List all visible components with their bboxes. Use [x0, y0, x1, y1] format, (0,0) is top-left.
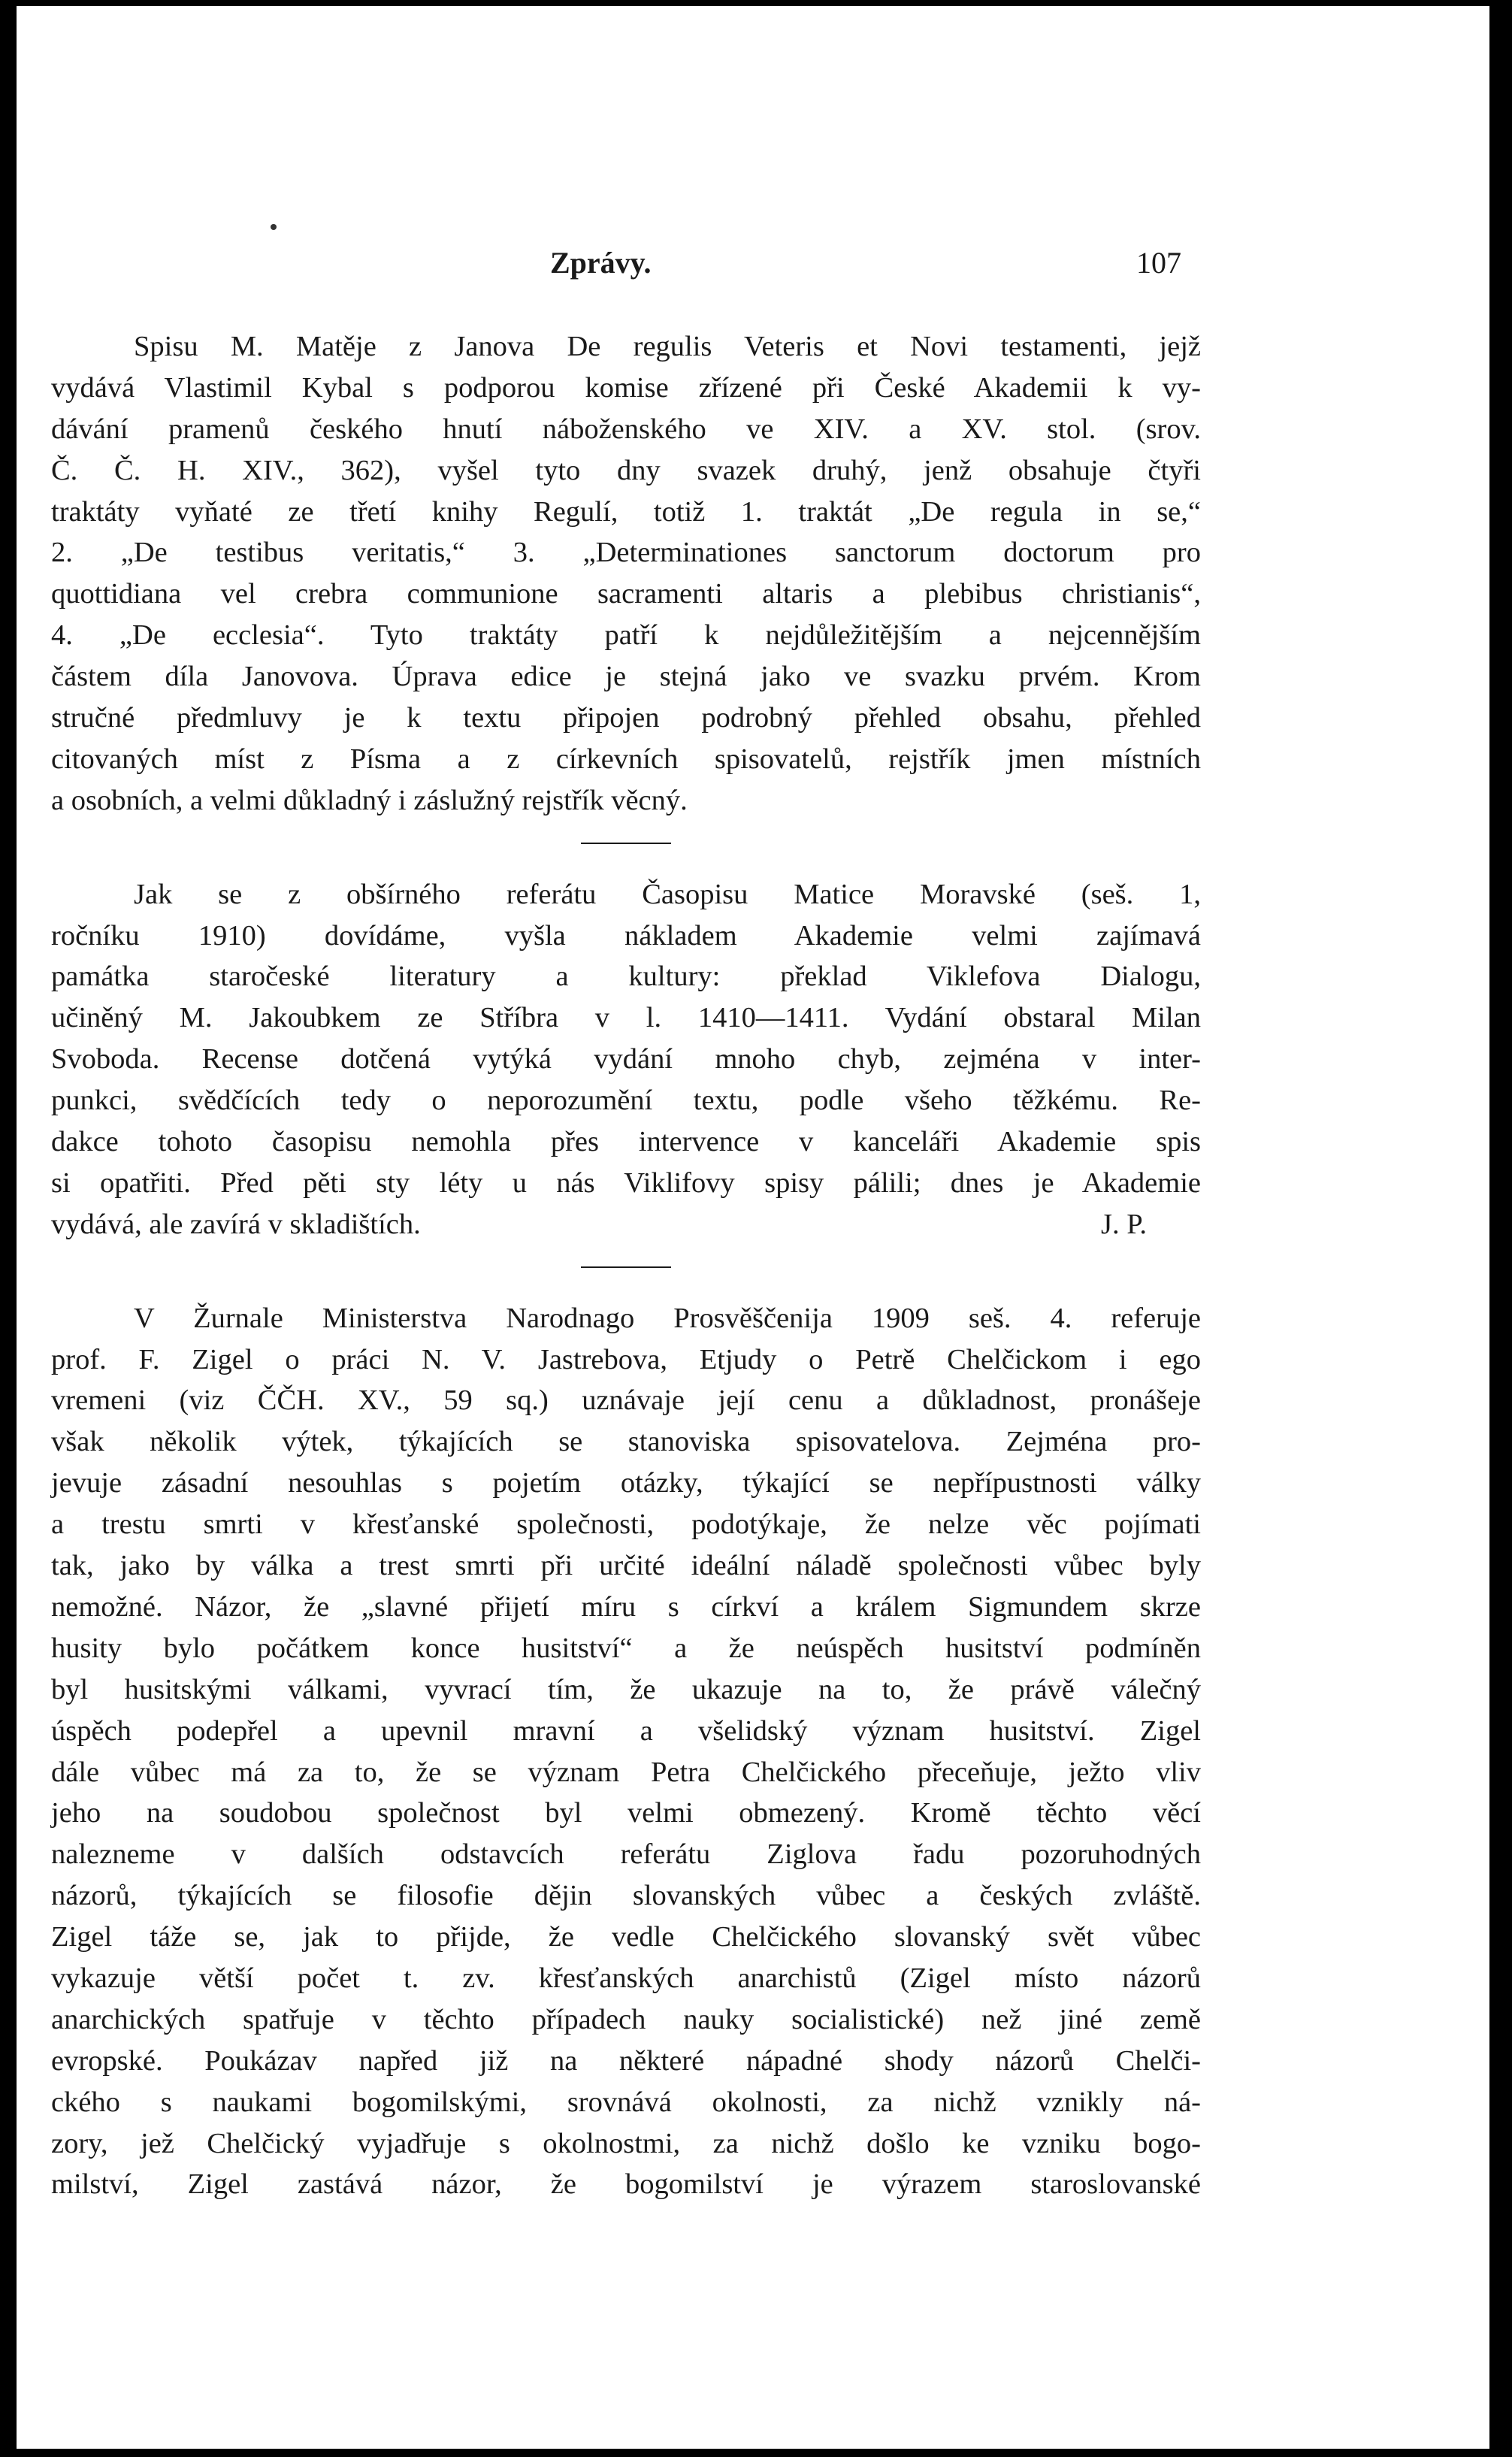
section-divider: [581, 843, 671, 844]
text-line: památka staročeské literatury a kultury: překlad Viklefova Dialogu,: [51, 961, 1201, 993]
text-line: Zigel táže se, jak to přijde, že vedle Chelčického slovanský svět vůbec: [51, 1921, 1201, 1953]
text-line: a osobních, a velmi důkladný i záslužný rejstřík věcný.: [51, 784, 688, 816]
text-line: nemožné. Názor, že „slavné přijetí míru s církví a králem Sigmundem skrze: [51, 1590, 1201, 1623]
author-signature: J. P.: [1100, 1208, 1147, 1240]
text-line: částem díla Janovova. Úprava edice je stejná jako ve svazku prvém. Krom: [51, 661, 1201, 693]
text-block: [51, 326, 1201, 2205]
section-divider: [581, 1266, 671, 1268]
text-line: si opatřiti. Před pěti sty léty u nás Viklifovy spisy pálili; dnes je Akademie: [51, 1166, 1201, 1199]
text-line: tak, jako by válka a trest smrti při určité ideální náladě společnosti vůbec byly: [51, 1550, 1201, 1582]
page-number: 107: [1136, 246, 1181, 280]
text-line: dávání pramenů českého hnutí náboženského ve XIV. a XV. stol. (srov.: [51, 413, 1201, 445]
text-line: však několik výtek, týkajících se stanoviska spisovatelova. Zejména pro-: [51, 1426, 1201, 1458]
text-line: jeho na soudobou společnost byl velmi obmezený. Kromě těchto věcí: [51, 1797, 1201, 1829]
running-head: [17, 245, 1489, 290]
text-line: dakce tohoto časopisu nemohla přes intervence v kanceláři Akademie spis: [51, 1126, 1201, 1158]
text-line: vydává, ale zavírá v skladištích.: [51, 1208, 421, 1240]
paragraph-matej-z-janova: [51, 326, 1201, 822]
text-line: nalezneme v dalších odstavcích referátu Ziglova řadu pozoruhodných: [51, 1838, 1201, 1871]
text-line: V Žurnale Ministerstva Narodnago Prosvěščenija 1909 seš. 4. referuje: [134, 1302, 1201, 1334]
text-line: milství, Zigel zastává názor, že bogomilství je výrazem staroslovanské: [51, 2168, 1201, 2201]
text-line: názorů, týkajících se filosofie dějin slovanských vůbec a českých zvláště.: [51, 1880, 1201, 1912]
text-line: anarchických spatřuje v těchto případech nauky socialistické) než jiné země: [51, 2003, 1201, 2035]
text-line: Spisu M. Matěje z Janova De regulis Veteris et Novi testamenti, jejž: [134, 331, 1201, 362]
ink-speck: [271, 224, 277, 230]
text-line: stručné předmluvy je k textu připojen podrobný přehled obsahu, přehled: [51, 702, 1201, 734]
text-line: zory, jež Chelčický vyjadřuje s okolnostmi, za nichž došlo ke vzniku bogo-: [51, 2127, 1201, 2159]
text-line: Č. Č. H. XIV., 362), vyšel tyto dny svazek druhý, jenž obsahuje čtyři: [51, 454, 1201, 486]
text-line: traktáty vyňaté ze třetí knihy Regulí, totiž 1. traktát „De regula in se,“: [51, 495, 1201, 528]
text-line: 4. „De ecclesia“. Tyto traktáty patří k nejdůležitějším a nejcennějším: [51, 619, 1201, 652]
document-page: [17, 6, 1489, 2449]
text-line: úspěch podepřel a upevnil mravní a všelidský význam husitství. Zigel: [51, 1714, 1201, 1747]
text-line: jevuje zásadní nesouhlas s pojetím otázky, týkající se nepřípustnosti války: [51, 1467, 1201, 1499]
paragraph-zurnal-ministerstva: [51, 1298, 1201, 2206]
running-title: Zprávy.: [550, 246, 652, 280]
text-line: evropské. Poukázav napřed již na některé nápadné shody názorů Chelči-: [51, 2044, 1201, 2077]
text-line: 2. „De testibus veritatis,“ 3. „Determinationes sanctorum doctorum pro: [51, 537, 1201, 569]
text-line: prof. F. Zigel o práci N. V. Jastrebova, Etjudy o Petrě Chelčickom i ego: [51, 1343, 1201, 1375]
text-line: citovaných míst z Písma a z církevních spisovatelů, rejstřík jmen místních: [51, 743, 1201, 775]
text-line: učiněný M. Jakoubkem ze Stříbra v l. 1410—1411. Vydání obstaral Milan: [51, 1002, 1201, 1034]
text-line: ckého s naukami bogomilskými, srovnává okolnosti, za nichž vznikly ná-: [51, 2086, 1201, 2118]
text-line: Jak se z obšírného referátu Časopisu Matice Moravské (seš. 1,: [134, 878, 1201, 910]
text-line: husity bylo počátkem konce husitství“ a že neúspěch husitství podmíněn: [51, 1632, 1201, 1664]
text-line: byl husitskými válkami, vyvrací tím, že ukazuje na to, že právě válečný: [51, 1673, 1201, 1705]
text-line: Svoboda. Recense dotčená vytýká vydání mnoho chyb, zejména v inter-: [51, 1043, 1201, 1076]
text-line: vremeni (viz ČČH. XV., 59 sq.) uznávaje její cenu a důkladnost, pronášeje: [51, 1384, 1201, 1417]
text-line-with-signature: [51, 1204, 1201, 1245]
text-line: vykazuje větší počet t. zv. křesťanských anarchistů (Zigel místo názorů: [51, 1962, 1201, 1994]
text-line: a trestu smrti v křesťanské společnosti, podotýkaje, že nelze věc pojímati: [51, 1508, 1201, 1541]
text-line: vydává Vlastimil Kybal s podporou komise zřízené při České Akademii k vy-: [51, 371, 1201, 404]
text-line: dále vůbec má za to, že se význam Petra Chelčického přeceňuje, ježto vliv: [51, 1756, 1201, 1788]
text-line: punkci, svědčících tedy o neporozumění textu, podle všeho těžkému. Re-: [51, 1085, 1201, 1117]
paragraph-viklef-dialog: [51, 874, 1201, 1245]
text-line: ročníku 1910) dovídáme, vyšla nákladem Akademie velmi zajímavá: [51, 919, 1201, 952]
text-line: quottidiana vel crebra communione sacramenti altaris a plebibus christianis“,: [51, 578, 1201, 610]
